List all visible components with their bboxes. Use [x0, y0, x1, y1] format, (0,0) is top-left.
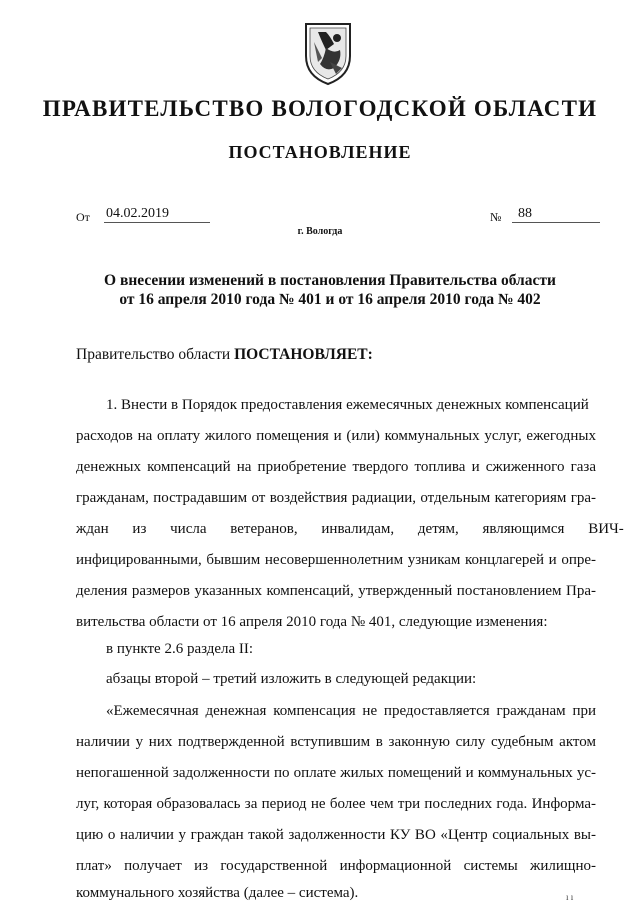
subject-line: от 16 апреля 2010 года № 401 и от 16 апреля 2010 года № 402 [119, 291, 541, 308]
document-subject [60, 271, 600, 309]
body-line: луг, которая образовалась за период не более чем три последних года. Информа- [76, 796, 596, 812]
subject-line: О внесении изменений в постановления Правительства области [104, 272, 556, 289]
footer-marks: ı ı [566, 892, 574, 902]
coat-of-arms-icon [300, 18, 356, 88]
body-line: 1. Внести в Порядок предоставления ежемесячных денежных компенсаций [106, 397, 589, 413]
intro-text: Правительство области [76, 346, 235, 363]
resolution-intro [76, 346, 373, 364]
document-type: ПОСТАНОВЛЕНИЕ [228, 142, 412, 162]
body-line: абзацы второй – третий изложить в следующей редакции: [106, 671, 477, 687]
body-line: «Ежемесячная денежная компенсация не предоставляется гражданам при [106, 703, 596, 719]
body-line: инфицированными, бывшим несовершеннолетним узникам концлагерей и опре- [76, 552, 596, 568]
body-line: плат» получает из государственной информационной системы жилищно- [76, 858, 596, 874]
body-line: расходов на оплату жилого помещения и (или) коммунальных услуг, ежегодных [76, 428, 596, 444]
date-prefix: От [76, 210, 90, 224]
body-line: коммунального хозяйства (далее – система). [76, 885, 359, 901]
organization-title: ПРАВИТЕЛЬСТВО ВОЛОГОДСКОЙ ОБЛАСТИ [42, 96, 598, 121]
body-line: деления размеров указанных компенсаций, утвержденный постановлением Пра- [76, 583, 596, 599]
body-line: в пункте 2.6 раздела II: [106, 641, 254, 657]
body-line: непогашенной задолженности по оплате жилых помещений и коммунальных ус- [76, 765, 596, 781]
document-number: 88 [512, 206, 600, 223]
body-line: вительства области от 16 апреля 2010 года № 401, следующие изменения: [76, 614, 548, 630]
intro-keyword: ПОСТАНОВЛЯЕТ: [234, 346, 373, 363]
body-line: цию о наличии у граждан такой задолженности КУ ВО «Центр социальных вы- [76, 827, 596, 843]
body-line: наличии у них подтвержденной вступившим в законную силу судебным актом [76, 734, 596, 750]
body-line: денежных компенсаций на приобретение твердого топлива и сжиженного газа [76, 459, 596, 475]
body-line: ждан из числа ветеранов, инвалидам, детям, являющимся ВИЧ- [76, 521, 624, 537]
body-line: гражданам, пострадавшим от воздействия радиации, отдельным категориям гра- [76, 490, 596, 506]
document-date: 04.02.2019 [104, 206, 210, 223]
number-prefix: № [490, 210, 502, 224]
city-label: г. Вологда [297, 226, 343, 237]
